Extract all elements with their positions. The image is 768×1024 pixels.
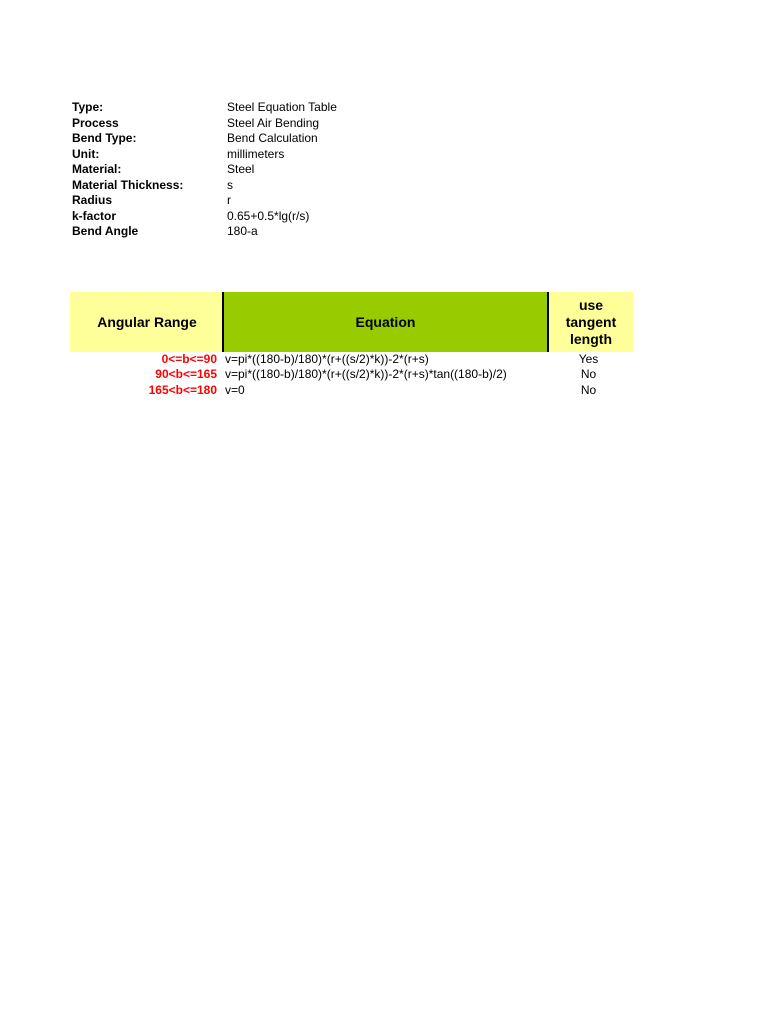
property-row-k-factor [72,209,492,225]
property-value: 0.65+0.5*lg(r/s) [227,208,310,223]
property-value: Steel [227,162,255,176]
property-row-unit [72,147,492,163]
tangent-cell: Yes [578,352,599,366]
property-value: Steel Equation Table [227,100,337,114]
equation-cell: v=0 [225,383,245,397]
property-row-radius [72,193,492,209]
property-value: Steel Air Bending [227,115,320,130]
tangent-cell: No [580,367,597,381]
table-header [70,292,633,352]
property-value: s [227,177,233,192]
angular-range-cell: 165<b<=180 [148,383,217,397]
property-value: r [227,193,231,207]
property-label: Bend Type: [72,131,137,145]
property-value: 180-a [227,224,258,238]
tangent-cell: No [580,383,597,397]
property-row-material-thickness [72,178,492,194]
property-row-material [72,162,492,178]
property-label: Type: [72,100,104,114]
property-value: millimeters [227,146,285,161]
equation-cell: v=pi*((180-b)/180)*(r+((s/2)*k))-2*(r+s)*tan((180-b)/2) [225,367,507,381]
property-label: Material: [72,162,122,176]
property-row-bend-type [72,131,492,147]
property-row-type [72,100,492,116]
header-angular-range: Angular Range [70,292,224,352]
header-equation: Equation [224,292,549,352]
property-label: k-factor [72,208,117,223]
table-row [70,382,633,398]
property-label: Material Thickness: [72,177,184,192]
header-use-tangent-length: use tangent length [549,292,633,352]
property-label: Unit: [72,146,100,161]
angular-range-cell: 90<b<=165 [155,367,217,381]
property-row-bend-angle [72,224,492,240]
property-label: Bend Angle [72,224,139,238]
table-row [70,352,633,366]
equation-cell: v=pi*((180-b)/180)*(r+((s/2)*k))-2*(r+s) [225,352,429,366]
property-label: Process [72,115,119,130]
properties-block [72,100,492,240]
property-value: Bend Calculation [227,131,318,145]
equation-table [70,292,633,398]
property-label: Radius [72,193,113,207]
angular-range-cell: 0<=b<=90 [161,352,217,366]
table-row [70,366,633,382]
property-row-process [72,116,492,132]
